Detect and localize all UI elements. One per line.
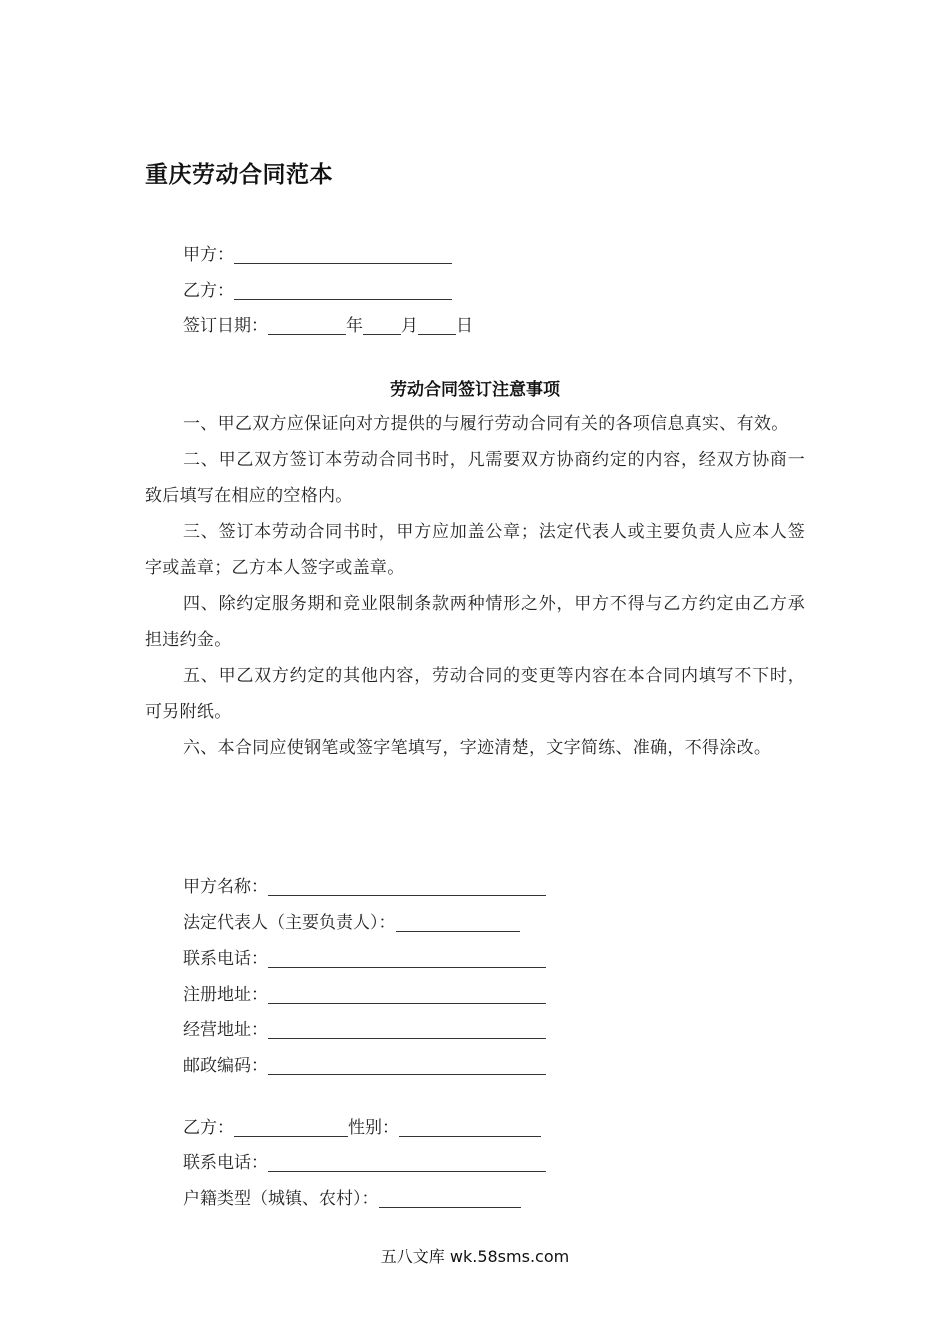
party-b-phone-line [183, 1152, 546, 1174]
party-a-blank[interactable] [234, 247, 452, 264]
party-a-phone-line [183, 948, 546, 970]
year-label: 年 [346, 316, 363, 336]
biz-address-line [183, 1019, 546, 1041]
gender-blank[interactable] [399, 1120, 541, 1137]
party-a-phone-blank[interactable] [268, 951, 546, 968]
party-b-line [183, 280, 452, 302]
biz-address-blank[interactable] [268, 1022, 546, 1039]
party-a-name-label: 甲方名称： [183, 877, 268, 897]
biz-address-label: 经营地址： [183, 1020, 268, 1040]
note-item: 四、除约定服务期和竞业限制条款两种情形之外，甲方不得与乙方约定由乙方承担违约金。 [145, 594, 805, 650]
footer-watermark: 五八文库 wk.58sms.com [380, 1247, 570, 1266]
party-a-line [183, 244, 452, 266]
party-b-phone-label: 联系电话： [183, 1153, 268, 1173]
notes-list [145, 406, 805, 766]
note-item: 六、本合同应使钢笔或签字笔填写，字迹清楚，文字简练、准确，不得涂改。 [183, 738, 772, 758]
legal-rep-label: 法定代表人（主要负责人）： [183, 913, 396, 933]
note-item: 一、甲乙双方应保证向对方提供的与履行劳动合同有关的各项信息真实、有效。 [183, 414, 789, 434]
day-label: 日 [456, 316, 473, 336]
party-b-name-blank[interactable] [234, 1120, 348, 1137]
legal-rep-line [183, 912, 520, 934]
sign-date-line [183, 315, 473, 337]
year-blank[interactable] [268, 318, 346, 335]
party-a-name-line [183, 876, 546, 898]
hukou-blank[interactable] [379, 1191, 521, 1208]
party-a-phone-label: 联系电话： [183, 949, 268, 969]
party-b-phone-blank[interactable] [268, 1155, 546, 1172]
legal-rep-blank[interactable] [396, 915, 520, 932]
party-b-name-label: 乙方： [183, 1118, 234, 1138]
hukou-label: 户籍类型（城镇、农村）： [183, 1189, 379, 1209]
month-label: 月 [401, 316, 418, 336]
sign-date-label: 签订日期： [183, 316, 268, 336]
page-title: 重庆劳动合同范本 [145, 162, 333, 188]
party-b-blank[interactable] [234, 283, 452, 300]
notes-heading: 劳动合同签订注意事项 [390, 380, 560, 400]
party-b-name-line [183, 1117, 541, 1139]
month-blank[interactable] [363, 318, 401, 335]
note-item: 三、签订本劳动合同书时，甲方应加盖公章；法定代表人或主要负责人应本人签字或盖章；乙方本人签字或盖章。 [145, 522, 805, 578]
day-blank[interactable] [418, 318, 456, 335]
note-item: 五、甲乙双方约定的其他内容，劳动合同的变更等内容在本合同内填写不下时，可另附纸。 [145, 666, 805, 722]
party-a-name-blank[interactable] [268, 879, 546, 896]
party-a-label: 甲方： [183, 245, 234, 265]
postal-blank[interactable] [268, 1058, 546, 1075]
postal-label: 邮政编码： [183, 1056, 268, 1076]
note-item: 二、甲乙双方签订本劳动合同书时，凡需要双方协商约定的内容，经双方协商一致后填写在相应的空格内。 [145, 450, 805, 506]
reg-address-label: 注册地址： [183, 985, 268, 1005]
postal-line [183, 1055, 546, 1077]
gender-label: 性别： [348, 1118, 399, 1138]
party-b-label: 乙方： [183, 281, 234, 301]
hukou-line [183, 1188, 521, 1210]
reg-address-line [183, 984, 546, 1006]
reg-address-blank[interactable] [268, 987, 546, 1004]
